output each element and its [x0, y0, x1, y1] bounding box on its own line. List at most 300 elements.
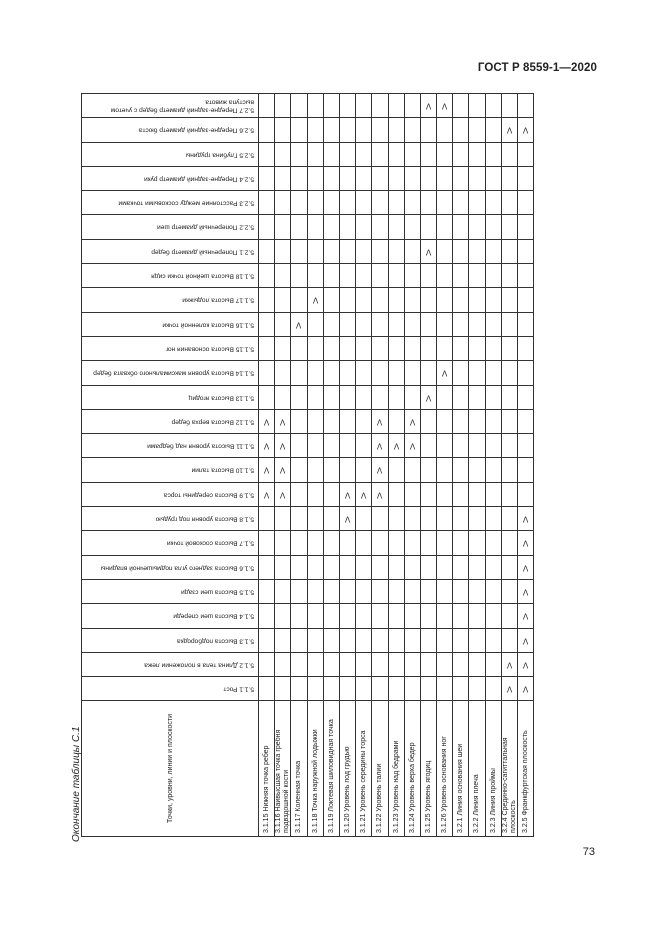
matrix-cell: [501, 652, 517, 676]
matrix-cell: [291, 482, 307, 506]
table-row: [82, 166, 534, 190]
matrix-cell: [307, 215, 323, 239]
matrix-cell: [420, 166, 436, 190]
matrix-cell: [291, 434, 307, 458]
matrix-cell: [501, 531, 517, 555]
matrix-cell: [307, 361, 323, 385]
matrix-cell: [453, 507, 469, 531]
matrix-cell: [485, 458, 501, 482]
check-mark: V: [377, 465, 383, 475]
matrix-cell: [437, 385, 453, 409]
row-label-cell: [82, 336, 259, 360]
matrix-cell: [259, 555, 275, 579]
matrix-cell: [291, 555, 307, 579]
row-label: 5.1.17 Высота лодыжки: [182, 296, 254, 304]
matrix-cell: [323, 604, 339, 628]
row-label-cell: [82, 555, 259, 579]
column-header: 3.1.26 Уровень основания ног: [441, 736, 449, 834]
row-label: 5.1.10 Высота талии: [191, 466, 254, 474]
matrix-cell: [404, 191, 420, 215]
matrix-cell: [291, 361, 307, 385]
matrix-cell: [339, 239, 355, 263]
matrix-cell: [372, 94, 388, 118]
row-label: 5.1.5 Высота шеи сзади: [181, 588, 254, 596]
matrix-cell: [307, 458, 323, 482]
matrix-cell: [339, 628, 355, 652]
matrix-cell: [469, 409, 485, 433]
matrix-cell: [339, 166, 355, 190]
matrix-cell: [372, 336, 388, 360]
row-label-cell: [82, 507, 259, 531]
matrix-cell: [259, 94, 275, 118]
matrix-cell: [420, 579, 436, 603]
matrix-cell: [323, 531, 339, 555]
matrix-cell: [339, 215, 355, 239]
matrix-cell: [437, 118, 453, 142]
matrix-cell: [291, 604, 307, 628]
matrix-cell: [469, 191, 485, 215]
row-label-cell: [82, 118, 259, 142]
matrix-cell: [323, 361, 339, 385]
matrix-cell: [469, 215, 485, 239]
row-label: 5.2.7 Передне-задний диаметр бедер с учетом выступа живота: [110, 98, 254, 113]
matrix-cell: [518, 215, 534, 239]
matrix-cell: [420, 628, 436, 652]
matrix-cell: [259, 215, 275, 239]
column-header-cell: [307, 701, 323, 837]
matrix-cell: [388, 264, 404, 288]
matrix-cell: [420, 507, 436, 531]
matrix-cell: [372, 385, 388, 409]
matrix-cell: [307, 166, 323, 190]
check-mark: V: [425, 101, 432, 111]
matrix-cell: [356, 312, 372, 336]
matrix-cell: [356, 604, 372, 628]
matrix-cell: [388, 118, 404, 142]
matrix-cell: [372, 264, 388, 288]
matrix-cell: [404, 288, 420, 312]
matrix-cell: [259, 312, 275, 336]
matrix-cell: [259, 142, 275, 166]
matrix-cell: [404, 264, 420, 288]
matrix-cell: [372, 142, 388, 166]
matrix-cell: [485, 652, 501, 676]
matrix-cell: [356, 385, 372, 409]
row-label: 5.1.6 Высота заднего угла подмышечной впадины: [100, 563, 254, 571]
table-row: [82, 142, 534, 166]
check-mark: V: [263, 441, 270, 451]
row-label: 5.2.1 Поперечный диаметр бедер: [151, 248, 254, 256]
matrix-cell: [404, 166, 420, 190]
matrix-cell: [275, 288, 291, 312]
column-header-cell: [291, 701, 307, 837]
matrix-cell: [518, 94, 534, 118]
matrix-cell: [404, 118, 420, 142]
check-mark: V: [425, 246, 432, 256]
matrix-cell: [501, 312, 517, 336]
matrix-cell: [356, 628, 372, 652]
matrix-cell: [437, 336, 453, 360]
row-label-cell: [82, 458, 259, 482]
matrix-cell: [404, 507, 420, 531]
matrix-cell: [501, 677, 517, 701]
matrix-cell: [501, 604, 517, 628]
matrix-cell: [518, 336, 534, 360]
matrix-cell: [420, 336, 436, 360]
matrix-cell: [372, 118, 388, 142]
matrix-cell: [275, 458, 291, 482]
matrix-cell: [356, 677, 372, 701]
check-mark: V: [409, 417, 415, 427]
matrix-cell: [518, 264, 534, 288]
matrix-cell: [469, 628, 485, 652]
matrix-cell: [291, 531, 307, 555]
check-mark: V: [344, 514, 351, 524]
matrix-cell: [356, 458, 372, 482]
matrix-cell: [291, 191, 307, 215]
matrix-cell: [388, 191, 404, 215]
check-mark: V: [522, 635, 529, 645]
matrix-cell: [485, 361, 501, 385]
matrix-cell: [259, 579, 275, 603]
matrix-cell: [404, 361, 420, 385]
table-row: [82, 482, 534, 506]
matrix-cell: [501, 409, 517, 433]
matrix-cell: [323, 166, 339, 190]
row-label-cell: [82, 288, 259, 312]
matrix-cell: [485, 604, 501, 628]
matrix-cell: [420, 604, 436, 628]
table-row: [82, 555, 534, 579]
matrix-cell: [275, 118, 291, 142]
matrix-cell: [356, 215, 372, 239]
matrix-cell: [453, 652, 469, 676]
matrix-cell: [291, 264, 307, 288]
row-label-cell: [82, 264, 259, 288]
matrix-cell: [356, 118, 372, 142]
matrix-cell: [307, 142, 323, 166]
matrix-cell: [388, 507, 404, 531]
row-label-cell: [82, 239, 259, 263]
matrix-cell: [307, 94, 323, 118]
matrix-cell: [388, 361, 404, 385]
matrix-cell: [437, 652, 453, 676]
matrix-cell: [453, 239, 469, 263]
row-label-cell: [82, 409, 259, 433]
matrix-cell: [404, 239, 420, 263]
matrix-cell: [388, 579, 404, 603]
table-row: [82, 239, 534, 263]
matrix-cell: [469, 434, 485, 458]
matrix-cell: [259, 507, 275, 531]
column-header-cell: [518, 701, 534, 837]
check-mark: V: [263, 417, 270, 427]
table-row: [82, 94, 534, 118]
matrix-cell: [388, 215, 404, 239]
matrix-cell: [307, 191, 323, 215]
matrix-cell: [259, 361, 275, 385]
matrix-cell: [437, 507, 453, 531]
row-label-cell: [82, 579, 259, 603]
matrix-cell: [275, 434, 291, 458]
document-number: ГОСТ Р 8559-1—2020: [477, 62, 597, 74]
column-header-cell: [420, 701, 436, 837]
matrix-cell: [404, 604, 420, 628]
matrix-cell: [356, 482, 372, 506]
matrix-cell: [275, 604, 291, 628]
column-header: 3.1.24 Уровень верха бедер: [408, 742, 416, 834]
matrix-cell: [437, 555, 453, 579]
matrix-cell: [453, 409, 469, 433]
column-header-cell: [501, 701, 517, 837]
matrix-cell: [291, 652, 307, 676]
matrix-cell: [372, 288, 388, 312]
matrix-cell: [339, 142, 355, 166]
matrix-cell: [388, 336, 404, 360]
matrix-cell: [307, 604, 323, 628]
matrix-cell: [259, 385, 275, 409]
matrix-cell: [275, 264, 291, 288]
check-mark: V: [409, 441, 415, 451]
matrix-cell: [420, 264, 436, 288]
matrix-cell: [437, 677, 453, 701]
column-header-cell: [275, 701, 291, 837]
check-mark: V: [522, 659, 529, 669]
matrix-cell: [453, 288, 469, 312]
matrix-cell: [307, 385, 323, 409]
matrix-cell: [469, 482, 485, 506]
matrix-cell: [291, 215, 307, 239]
matrix-cell: [291, 239, 307, 263]
matrix-cell: [259, 458, 275, 482]
matrix-cell: [291, 507, 307, 531]
table-row: [82, 215, 534, 239]
matrix-cell: [356, 434, 372, 458]
matrix-cell: [420, 142, 436, 166]
matrix-cell: [437, 191, 453, 215]
matrix-cell: [453, 118, 469, 142]
check-mark: V: [344, 489, 351, 499]
column-header-cell: [356, 701, 372, 837]
matrix-cell: [518, 507, 534, 531]
check-mark: V: [522, 538, 529, 548]
matrix-cell: [275, 628, 291, 652]
matrix-cell: [372, 409, 388, 433]
matrix-cell: [501, 482, 517, 506]
matrix-cell: [469, 94, 485, 118]
matrix-cell: [275, 94, 291, 118]
matrix-cell: [259, 434, 275, 458]
matrix-cell: [388, 555, 404, 579]
matrix-cell: [323, 507, 339, 531]
matrix-cell: [404, 385, 420, 409]
matrix-cell: [323, 652, 339, 676]
matrix-cell: [469, 579, 485, 603]
check-mark: V: [280, 465, 286, 475]
column-header-cell: [404, 701, 420, 837]
matrix-cell: [469, 604, 485, 628]
matrix-cell: [275, 652, 291, 676]
matrix-cell: [518, 458, 534, 482]
matrix-cell: [356, 361, 372, 385]
matrix-cell: [307, 579, 323, 603]
matrix-cell: [291, 118, 307, 142]
matrix-cell: [501, 579, 517, 603]
matrix-cell: [404, 434, 420, 458]
matrix-cell: [437, 628, 453, 652]
matrix-cell: [469, 458, 485, 482]
matrix-cell: [275, 555, 291, 579]
matrix-cell: [404, 628, 420, 652]
matrix-cell: [437, 166, 453, 190]
matrix-cell: [259, 677, 275, 701]
matrix-cell: [404, 579, 420, 603]
row-label: 5.1.16 Высота коленной точки: [162, 320, 254, 328]
matrix-cell: [259, 604, 275, 628]
matrix-cell: [307, 239, 323, 263]
column-header-cell: [469, 701, 485, 837]
matrix-cell: [518, 482, 534, 506]
matrix-cell: [453, 458, 469, 482]
matrix-cell: [291, 628, 307, 652]
matrix-cell: [372, 604, 388, 628]
row-label: 5.2.5 Глубина грудины: [185, 150, 254, 158]
matrix-cell: [323, 409, 339, 433]
matrix-cell: [259, 264, 275, 288]
column-header-cell: [453, 701, 469, 837]
matrix-cell: [259, 118, 275, 142]
matrix-cell: [420, 385, 436, 409]
matrix-cell: [453, 166, 469, 190]
check-mark: V: [377, 417, 383, 427]
check-mark: V: [522, 125, 529, 135]
matrix-cell: [453, 579, 469, 603]
matrix-cell: [307, 482, 323, 506]
row-label-cell: [82, 215, 259, 239]
column-header: 3.2.2 Линия плеча: [473, 774, 481, 834]
table-row: [82, 385, 534, 409]
matrix-cell: [485, 482, 501, 506]
table-row: [82, 361, 534, 385]
matrix-cell: [307, 312, 323, 336]
matrix-cell: [485, 166, 501, 190]
row-label: 5.2.3 Расстояние между сосковыми точками: [118, 199, 254, 207]
matrix-cell: [404, 312, 420, 336]
column-header-cell: [372, 701, 388, 837]
matrix-cell: [259, 239, 275, 263]
matrix-cell: [323, 677, 339, 701]
matrix-cell: [485, 628, 501, 652]
matrix-cell: [291, 458, 307, 482]
matrix-cell: [453, 385, 469, 409]
matrix-cell: [372, 579, 388, 603]
matrix-cell: [469, 385, 485, 409]
matrix-cell: [485, 555, 501, 579]
row-label: 5.1.9 Высота середины торса: [163, 491, 254, 499]
matrix-cell: [275, 409, 291, 433]
matrix-cell: [485, 94, 501, 118]
row-label-cell: [82, 94, 259, 118]
table-row: [82, 677, 534, 701]
column-header: 3.2.1 Линия основания шеи: [457, 744, 465, 834]
matrix-cell: [404, 94, 420, 118]
matrix-cell: [339, 531, 355, 555]
row-label-cell: [82, 604, 259, 628]
matrix-cell: [437, 579, 453, 603]
matrix-cell: [388, 94, 404, 118]
matrix-cell: [404, 677, 420, 701]
matrix-cell: [453, 191, 469, 215]
matrix-cell: [518, 434, 534, 458]
row-label: 5.1.7 Высота сосковой точки: [166, 539, 254, 547]
matrix-cell: [356, 239, 372, 263]
matrix-cell: [291, 579, 307, 603]
matrix-cell: [323, 288, 339, 312]
check-mark: V: [312, 295, 318, 305]
row-label: 5.2.2 Поперечный диаметр шеи: [157, 223, 254, 231]
matrix-cell: [275, 239, 291, 263]
table-row: [82, 604, 534, 628]
table-row: [82, 288, 534, 312]
matrix-cell: [339, 385, 355, 409]
matrix-cell: [275, 482, 291, 506]
column-header-cell: [323, 701, 339, 837]
matrix-cell: [291, 409, 307, 433]
matrix-cell: [339, 652, 355, 676]
matrix-cell: [291, 142, 307, 166]
matrix-cell: [485, 385, 501, 409]
corner-header: Точки, уровни, линии и плоскости: [167, 714, 174, 824]
matrix-cell: [453, 555, 469, 579]
matrix-cell: [275, 336, 291, 360]
matrix-cell: [420, 434, 436, 458]
matrix-cell: [356, 336, 372, 360]
matrix-cell: [485, 336, 501, 360]
matrix-cell: [453, 604, 469, 628]
matrix-cell: [485, 288, 501, 312]
matrix-cell: [485, 409, 501, 433]
row-label: 5.1.12 Высота верха бедер: [171, 418, 254, 426]
matrix-cell: [420, 288, 436, 312]
row-label: 5.1.4 Высота шеи спереди: [173, 612, 254, 620]
row-label-cell: [82, 361, 259, 385]
matrix-cell: [339, 482, 355, 506]
matrix-cell: [420, 482, 436, 506]
row-label: 5.1.15 Высота основания ног: [165, 345, 254, 353]
matrix-cell: [518, 628, 534, 652]
matrix-cell: [307, 531, 323, 555]
table-row: [82, 264, 534, 288]
matrix-cell: [307, 118, 323, 142]
matrix-cell: [518, 555, 534, 579]
matrix-cell: [259, 409, 275, 433]
check-mark: V: [280, 489, 286, 499]
matrix-cell: [518, 677, 534, 701]
matrix-cell: [372, 312, 388, 336]
matrix-cell: [388, 239, 404, 263]
matrix-cell: [372, 482, 388, 506]
matrix-cell: [339, 458, 355, 482]
matrix-cell: [453, 264, 469, 288]
table-row: [82, 628, 534, 652]
matrix-cell: [372, 507, 388, 531]
matrix-cell: [307, 677, 323, 701]
check-mark: V: [263, 465, 270, 475]
matrix-cell: [339, 118, 355, 142]
matrix-cell: [485, 312, 501, 336]
matrix-cell: [388, 312, 404, 336]
column-header: 3.1.16 Наивысшая точка гребня подвздошной кости: [275, 730, 291, 834]
